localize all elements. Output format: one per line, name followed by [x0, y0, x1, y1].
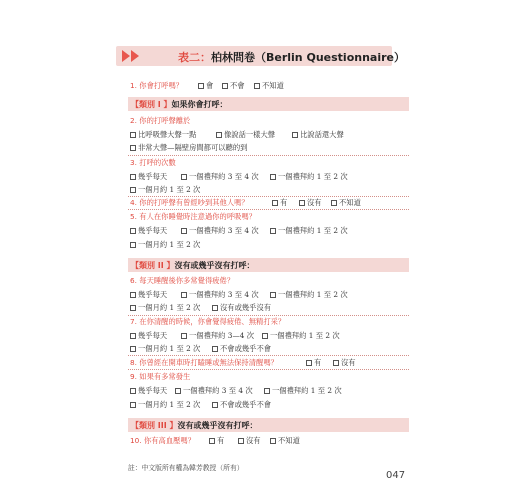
checkbox[interactable]	[212, 346, 218, 352]
question-2: 2. 你的打呼聲離於	[130, 116, 191, 125]
page-title	[178, 49, 405, 65]
option[interactable]: 比呼吸聲大聲一點	[130, 130, 196, 140]
footnote: 註：中文版所有權為韓芳教授（所有）	[128, 464, 244, 472]
checkbox[interactable]	[216, 132, 222, 138]
divider	[128, 209, 409, 210]
checkbox[interactable]	[130, 305, 136, 311]
checkbox[interactable]	[130, 145, 136, 151]
checkbox[interactable]	[209, 438, 215, 444]
checkbox[interactable]	[212, 402, 218, 408]
option[interactable]: 幾乎每天	[130, 290, 167, 300]
checkbox[interactable]	[130, 187, 136, 193]
option[interactable]: 幾乎每天	[130, 172, 167, 182]
question-1: 1. 你會打呼嗎？	[130, 81, 184, 90]
question-7: 7. 在你清醒的時候，你會覺得疲倦、無精打采？	[130, 317, 286, 326]
option[interactable]: 一個禮拜約 1 至 2 次	[262, 331, 340, 341]
checkbox[interactable]	[306, 360, 312, 366]
category-2-title: 【類別 II 】沒有或幾乎沒有打呼：	[131, 261, 255, 270]
question-5: 5. 有人在你睡覺時注意過你的呼吸嗎？	[130, 212, 257, 221]
category-2-bar	[128, 258, 409, 272]
option[interactable]: 幾乎每天	[130, 226, 167, 236]
option[interactable]: 有	[306, 358, 321, 368]
checkbox[interactable]	[181, 228, 187, 234]
option[interactable]: 不知道	[331, 198, 361, 208]
option[interactable]: 一個禮拜約 3 至 4 次	[181, 226, 259, 236]
option[interactable]: 有	[209, 436, 224, 446]
checkbox[interactable]	[238, 438, 244, 444]
checkbox[interactable]	[130, 228, 136, 234]
divider	[128, 196, 409, 197]
title-bar	[116, 46, 405, 66]
option[interactable]: 像說話一樣大聲	[216, 130, 275, 140]
option[interactable]: 一個月約 1 至 2 次	[130, 303, 200, 313]
option[interactable]: 一個禮拜約 3 至 4 次	[175, 386, 253, 396]
checkbox[interactable]	[130, 292, 136, 298]
checkbox[interactable]	[181, 292, 187, 298]
checkbox[interactable]	[222, 83, 228, 89]
option[interactable]: 一個月約 1 至 2 次	[130, 185, 200, 195]
chevron-right-icon	[122, 50, 130, 62]
checkbox[interactable]	[270, 292, 276, 298]
option[interactable]: 一個禮拜約 1 至 2 次	[270, 290, 348, 300]
divider	[128, 355, 409, 356]
checkbox[interactable]	[331, 200, 337, 206]
chevron-right-icon	[131, 50, 139, 62]
title-main: 柏林問卷（Berlin Questionnaire）	[211, 51, 405, 64]
checkbox[interactable]	[299, 200, 305, 206]
option[interactable]: 一個月約 1 至 2 次	[130, 240, 200, 250]
checkbox[interactable]	[181, 174, 187, 180]
checkbox[interactable]	[212, 305, 218, 311]
option[interactable]: 沒有或幾乎沒有	[212, 303, 271, 313]
option[interactable]: 沒有	[238, 436, 261, 446]
option[interactable]: 有	[272, 198, 287, 208]
option[interactable]: 一個月約 1 至 2 次	[130, 400, 200, 410]
question-6: 6. 每天睡醒後你多常覺得疲倦？	[130, 276, 235, 285]
option[interactable]: 會	[198, 81, 213, 91]
divider	[128, 369, 409, 370]
option[interactable]: 幾乎每天	[130, 386, 167, 396]
option[interactable]: 非常大聲—隔壁房間都可以聽的到	[130, 143, 247, 153]
category-3-title: 【類別 III 】沒有或幾乎沒有打呼：	[131, 421, 258, 430]
option[interactable]: 沒有	[299, 198, 322, 208]
question-10: 10. 你有高血壓嗎？	[130, 436, 196, 445]
option[interactable]: 不會	[222, 81, 245, 91]
option[interactable]: 一個禮拜約 3 至 4 次	[181, 172, 259, 182]
checkbox[interactable]	[175, 388, 181, 394]
option[interactable]: 不知道	[254, 81, 284, 91]
option[interactable]: 幾乎每天	[130, 331, 167, 341]
checkbox[interactable]	[130, 402, 136, 408]
checkbox[interactable]	[130, 132, 136, 138]
option[interactable]: 沒有	[333, 358, 356, 368]
checkbox[interactable]	[198, 83, 204, 89]
option[interactable]: 一個禮拜約 3—4 次	[181, 331, 254, 341]
question-8: 8. 你曾經在開車時打瞌睡或無法保持清醒嗎？	[130, 358, 278, 367]
category-1-title: 【類別 I 】如果你會打呼：	[131, 100, 228, 109]
checkbox[interactable]	[270, 228, 276, 234]
checkbox[interactable]	[130, 346, 136, 352]
question-4: 4. 你的打呼聲有曾經吵到其他人嗎？	[130, 198, 249, 207]
option[interactable]: 不會或幾乎不會	[212, 400, 271, 410]
checkbox[interactable]	[270, 438, 276, 444]
option[interactable]: 不知道	[270, 436, 300, 446]
checkbox[interactable]	[292, 132, 298, 138]
option[interactable]: 不會或幾乎不會	[212, 344, 271, 354]
checkbox[interactable]	[130, 333, 136, 339]
checkbox[interactable]	[130, 242, 136, 248]
checkbox[interactable]	[262, 333, 268, 339]
checkbox[interactable]	[130, 388, 136, 394]
checkbox[interactable]	[181, 333, 187, 339]
divider	[128, 155, 409, 156]
option[interactable]: 比說話還大聲	[292, 130, 344, 140]
checkbox[interactable]	[270, 174, 276, 180]
checkbox[interactable]	[254, 83, 260, 89]
divider	[128, 315, 409, 316]
category-3-bar	[128, 418, 409, 432]
option[interactable]: 一個月約 1 至 2 次	[130, 344, 200, 354]
option[interactable]: 一個禮拜約 1 至 2 次	[270, 226, 348, 236]
table-ref: 表二：	[178, 51, 211, 64]
checkbox[interactable]	[333, 360, 339, 366]
checkbox[interactable]	[130, 174, 136, 180]
category-1-bar	[128, 97, 409, 111]
option[interactable]: 一個禮拜約 3 至 4 次	[181, 290, 259, 300]
checkbox[interactable]	[264, 388, 270, 394]
option[interactable]: 一個禮拜約 1 至 2 次	[264, 386, 342, 396]
checkbox[interactable]	[272, 200, 278, 206]
option[interactable]: 一個禮拜約 1 至 2 次	[270, 172, 348, 182]
question-9: 9. 如果有多常發生	[130, 372, 191, 381]
page-number: 047	[386, 470, 406, 481]
question-3: 3. 打呼的次數	[130, 158, 176, 167]
